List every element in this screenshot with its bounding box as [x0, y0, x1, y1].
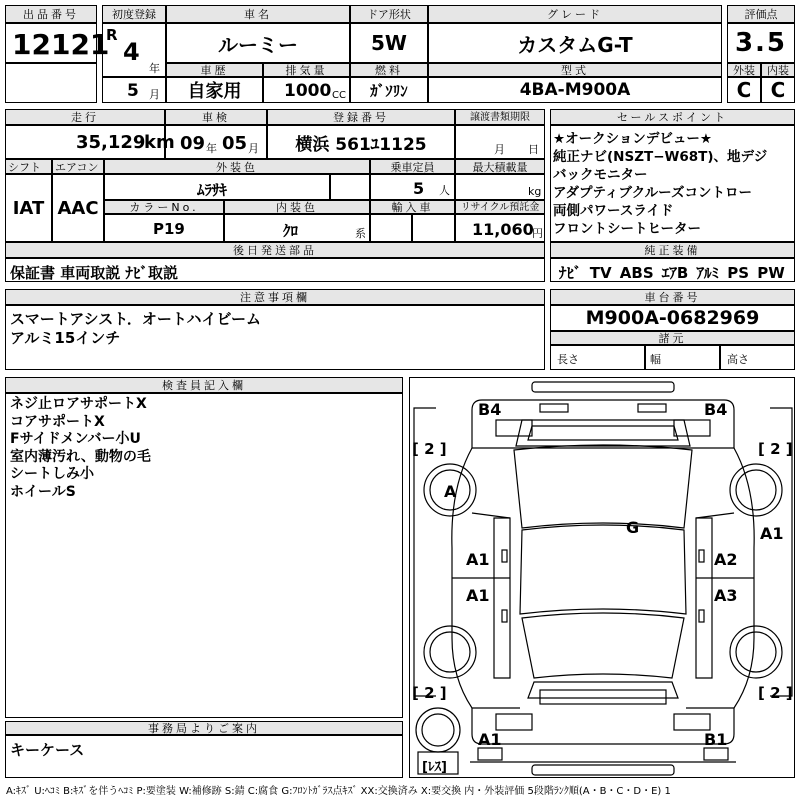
score: 3.5 — [734, 28, 788, 58]
shift-label: シフト — [8, 161, 41, 174]
interior-label-cell — [761, 63, 795, 77]
int-color-kei: 系 — [355, 227, 366, 240]
mileage-unit: km — [144, 132, 175, 153]
capacity-label: 乗車定員 — [390, 161, 435, 174]
office-label-cell — [5, 721, 403, 735]
car-name: ルーミー — [218, 32, 298, 57]
door-label: ドア形状 — [367, 8, 411, 21]
color-no: P19 — [153, 220, 185, 238]
inspector-notes: ネジ止ロアサポートX コアサポートX Fサイドメンバー小U 室内薄汚れ、動物の毛 シートしみ小 ホイールS — [10, 396, 151, 500]
import-label-cell — [370, 200, 455, 214]
score-label-cell — [727, 5, 795, 23]
standard-equipment-label-cell — [550, 242, 795, 258]
ext-color-label-cell — [104, 159, 370, 174]
diagram-rear-right: B1 — [704, 730, 728, 749]
displacement: 1000 — [284, 81, 332, 101]
chassis: M900A-0682969 — [585, 307, 760, 329]
notes-cell — [5, 305, 545, 370]
diagram-rear-right-tire: [ 2 ] — [758, 684, 793, 702]
displacement-label-cell — [263, 63, 350, 77]
fuel-label: 燃料 — [375, 64, 403, 77]
diagram-rear-left: A1 — [478, 730, 502, 749]
diagram-front-left-tire: [ 2 ] — [412, 440, 447, 458]
diagram-front-left: B4 — [478, 400, 502, 419]
interior-score-cell — [761, 77, 795, 103]
plate-cell — [267, 125, 455, 159]
color-no-label-cell — [104, 200, 224, 214]
int-color: ｸﾛ — [283, 222, 299, 240]
aircon-label-cell — [52, 159, 104, 174]
history-cell — [166, 77, 263, 103]
first-reg-month-cell — [102, 77, 166, 103]
reg-month: 5 — [127, 81, 139, 101]
diagram-spare: [ﾚｽ] — [422, 760, 447, 775]
transfer-day-unit: 日 — [528, 143, 539, 156]
diagram-right-rear-door: A3 — [714, 586, 738, 605]
max-load-unit: kg — [528, 185, 542, 198]
inspection-month-suffix: 月 — [248, 142, 259, 155]
lot-no-cell — [5, 23, 110, 63]
ext-color-extra-cell — [330, 174, 370, 200]
import-cell-b — [412, 214, 455, 242]
diagram-right-fender: A1 — [760, 524, 784, 543]
car-outline-diagram — [410, 378, 796, 779]
inspection-label-cell — [165, 109, 267, 125]
capacity-label-cell — [370, 159, 455, 174]
transfer-cell — [455, 125, 545, 159]
color-no-label: カラーNo. — [129, 201, 199, 214]
office-text: キーケース — [10, 741, 85, 759]
legend: A:ｷｽﾞ U:ﾍｺﾐ B:ｷｽﾞを伴うﾍｺﾐ P:要塗装 W:補修跡 S:錆 C:腐食 G:ﾌﾛﾝﾄｶﾞﾗｽ点ｷｽﾞ XX:交換済み X:要交換 内・外装評価 5段階ﾗﾝｸ順(A・B・C・D・E) 1 — [6, 786, 671, 797]
grade-label: グレード — [547, 8, 603, 21]
aircon-cell — [52, 174, 104, 242]
inspection-year-suffix: 年 — [206, 142, 217, 155]
history: 自家用 — [187, 81, 242, 102]
inspector-label-cell — [5, 377, 403, 393]
width-cell — [645, 345, 720, 370]
inspection-month: 05 — [222, 133, 248, 154]
int-color-cell — [224, 214, 370, 242]
recycle-cell — [455, 214, 545, 242]
later-parts-label: 後日発送部品 — [233, 244, 317, 257]
diagram-front-right: B4 — [704, 400, 728, 419]
door-label-cell — [350, 5, 428, 23]
length-label: 長さ — [557, 353, 579, 366]
model-label-cell — [428, 63, 722, 77]
import-cell-a — [370, 214, 412, 242]
exterior-label-cell — [727, 63, 761, 77]
car-name-label: 車名 — [244, 8, 272, 21]
sales-points-label: セールスポイント — [616, 111, 728, 124]
int-color-label: 内装色 — [276, 201, 318, 214]
capacity: 5 — [413, 179, 425, 198]
sales-points-label-cell — [550, 109, 795, 125]
model-cell — [428, 77, 722, 103]
model: 4BA-M900A — [519, 80, 631, 100]
cc-unit: CC — [332, 90, 346, 101]
plate-label: 登録番号 — [333, 111, 389, 124]
fuel-label-cell — [350, 63, 428, 77]
diagram-rear-left-tire: [ 2 ] — [412, 684, 447, 702]
shift-label-cell — [5, 159, 52, 174]
diagram-left-rear-door: A1 — [466, 586, 490, 605]
transfer-label: 譲渡書類期限 — [470, 112, 530, 123]
door-cell — [350, 23, 428, 63]
aircon-label: エアコン — [55, 161, 99, 174]
standard-equipment: ﾅﾋﾞ TV ABS ｴｱB ｱﾙﾐ PS PW — [559, 264, 785, 282]
office-cell — [5, 735, 403, 778]
ext-color-cell — [104, 174, 330, 200]
capacity-unit: 人 — [439, 184, 450, 197]
recycle-unit: 円 — [532, 227, 543, 240]
aircon: AAC — [57, 197, 99, 219]
diagram-right-front-door: A2 — [714, 550, 738, 569]
recycle-label-cell — [455, 200, 545, 214]
interior-score: C — [770, 78, 786, 102]
standard-equipment-cell — [550, 258, 795, 282]
plate: 横浜 561ﾕ1125 — [295, 134, 427, 155]
model-label: 型式 — [561, 64, 589, 77]
diagram-roof: G — [626, 518, 640, 537]
chassis-label-cell — [550, 289, 795, 305]
mileage-cell — [5, 125, 175, 159]
notes-label: 注意事項欄 — [240, 291, 310, 304]
recycle-label: リサイクル預託金 — [460, 202, 540, 213]
diagram-front-right-tire: [ 2 ] — [758, 440, 793, 458]
later-parts-cell — [5, 258, 545, 282]
lot-no-empty-cell — [5, 63, 97, 103]
lot-no: 12121 — [12, 28, 110, 61]
score-label: 評価点 — [744, 8, 778, 21]
damage-diagram-panel — [409, 377, 795, 778]
displacement-label: 排気量 — [285, 64, 328, 77]
lot-no-label: 出品番号 — [23, 8, 79, 21]
notes: スマートアシスト．オートハイビーム アルミ15インチ — [10, 310, 261, 347]
displacement-cell — [263, 77, 350, 103]
mileage-label: 走行 — [71, 111, 99, 124]
chassis-label: 車台番号 — [644, 291, 701, 304]
first-reg-label: 初度登録 — [112, 8, 156, 21]
office-label: 事務局よりご案内 — [148, 722, 260, 735]
reg-year: 4 — [123, 38, 140, 66]
diagram-left-front-door: A1 — [466, 550, 490, 569]
specs-label-cell — [550, 331, 795, 345]
ext-color-label: 外装色 — [216, 161, 258, 174]
car-name-cell — [166, 23, 350, 63]
first-reg-year-cell — [102, 23, 166, 77]
history-label: 車歴 — [200, 64, 229, 77]
specs-label: 諸元 — [658, 332, 687, 345]
sales-points: ★オークションデビュー★ 純正ナビ(NSZT−W68T)、地デジ バックモニター アダプティブクルーズコントロー 両側パワースライド フロントシートヒーター — [553, 131, 768, 237]
lot-no-label-cell — [5, 5, 97, 23]
inspection-year: 09 — [180, 133, 206, 154]
inspection-cell — [165, 125, 267, 159]
era: R — [106, 26, 118, 44]
plate-label-cell — [267, 109, 455, 125]
exterior-label: 外装 — [733, 64, 755, 77]
standard-equipment-label: 純正装備 — [644, 244, 701, 257]
int-color-label-cell — [224, 200, 370, 214]
import-label: 輸入車 — [391, 201, 434, 214]
score-cell — [727, 23, 795, 63]
inspector-label: 検査員記入欄 — [162, 379, 246, 392]
height-cell — [720, 345, 795, 370]
mileage-label-cell — [5, 109, 165, 125]
inspector-cell — [5, 393, 403, 718]
shift: IAT — [12, 197, 45, 219]
recycle: 11,060 — [472, 220, 534, 239]
interior-label: 内装 — [767, 64, 789, 77]
later-parts-label-cell — [5, 242, 545, 258]
month-suffix: 月 — [149, 88, 160, 101]
length-cell — [550, 345, 645, 370]
sales-points-cell — [550, 125, 795, 242]
fuel: ｶﾞｿﾘﾝ — [370, 81, 408, 100]
max-load-label: 最大積載量 — [472, 161, 528, 174]
color-no-cell — [104, 214, 224, 242]
width-label: 幅 — [650, 353, 661, 366]
grade-cell — [428, 23, 722, 63]
transfer-label-cell — [455, 109, 545, 125]
transfer-month-unit: 月 — [494, 143, 505, 156]
car-name-label-cell — [166, 5, 350, 23]
height-label: 高さ — [727, 353, 749, 366]
first-reg-label-cell — [102, 5, 166, 23]
year-suffix: 年 — [149, 62, 160, 75]
max-load-cell — [455, 174, 545, 200]
exterior-score: C — [736, 78, 752, 102]
ext-color: ﾑﾗｻｷ — [197, 181, 228, 199]
diagram-left-front-wheel: A — [444, 482, 457, 501]
grade: カスタムG-T — [517, 32, 633, 57]
exterior-score-cell — [727, 77, 761, 103]
notes-label-cell — [5, 289, 545, 305]
history-label-cell — [166, 63, 263, 77]
fuel-cell — [350, 77, 428, 103]
shift-cell — [5, 174, 52, 242]
chassis-cell — [550, 305, 795, 331]
door: 5W — [371, 31, 407, 55]
capacity-cell — [370, 174, 455, 200]
inspection-label: 車検 — [202, 111, 230, 124]
mileage: 35,129 — [76, 132, 146, 153]
later-parts: 保証書 車両取説 ﾅﾋﾞ取説 — [10, 264, 178, 282]
grade-label-cell — [428, 5, 722, 23]
max-load-label-cell — [455, 159, 545, 174]
